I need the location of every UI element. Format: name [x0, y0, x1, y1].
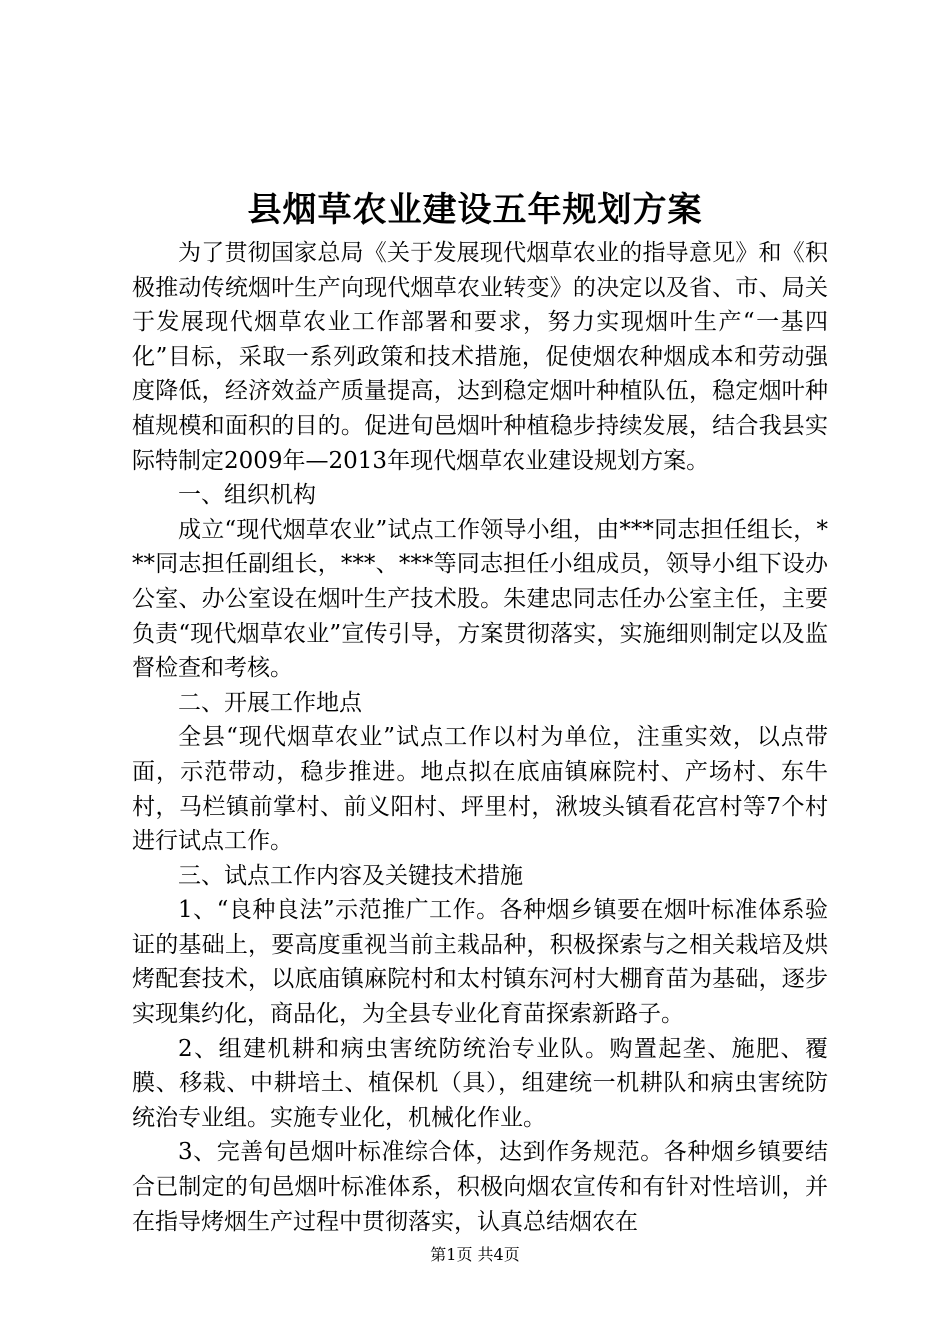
document-body: [132, 236, 828, 1239]
locations-paragraph: 全县“现代烟草农业”试点工作以村为单位，注重实效，以点带面，示范带动，稳步推进。地点拟在底庙镇麻院村、产场村、东牛村，马栏镇前掌村、前义阳村、坪里村，湫坡头镇看花宫村等7个村进行试点工作。: [132, 724, 828, 855]
section-heading-organization: 一、组织机构: [178, 482, 316, 509]
page-number-footer: 第1页 共4页: [430, 1245, 520, 1264]
measure-item-1: 1、“良种良法”示范推广工作。各种烟乡镇要在烟叶标准体系验证的基础上，要高度重视当前主栽品种，积极探索与之相关栽培及烘烤配套技术，以底庙镇麻院村和太村镇东河村大棚育苗为基础，逐步实现集约化，商品化，为全县专业化育苗探索新路子。: [132, 897, 828, 1028]
organization-paragraph: 成立“现代烟草农业”试点工作领导小组，由***同志担任组长，***同志担任副组长，***、***等同志担任小组成员，领导小组下设办公室、办公室设在烟叶生产技术股。朱建忠同志任办公室主任，主要负责“现代烟草农业”宣传引导，方案贯彻落实，实施细则制定以及监督检查和考核。: [132, 516, 828, 682]
measure-item-3: 3、完善旬邑烟叶标准综合体，达到作务规范。各种烟乡镇要结合已制定的旬邑烟叶标准体系，积极向烟农宣传和有针对性培训，并在指导烤烟生产过程中贯彻落实，认真总结烟农在: [132, 1139, 828, 1235]
document-title: 县烟草农业建设五年规划方案: [247, 190, 703, 230]
intro-paragraph: 为了贯彻国家总局《关于发展现代烟草农业的指导意见》和《积极推动传统烟叶生产向现代烟草农业转变》的决定以及省、市、局关于发展现代烟草农业工作部署和要求，努力实现烟叶生产“一基四化”目标，采取一系列政策和技术措施，促使烟农种烟成本和劳动强度降低，经济效益产质量提高，达到稳定烟叶种植队伍，稳定烟叶种植规模和面积的目的。促进旬邑烟叶种植稳步持续发展，结合我县实际特制定2009年—2013年现代烟草农业建设规划方案。: [132, 240, 828, 474]
section-heading-locations: 二、开展工作地点: [178, 689, 362, 716]
section-heading-measures: 三、试点工作内容及关键技术措施: [178, 862, 523, 889]
measure-item-2: 2、组建机耕和病虫害统防统治专业队。购置起垄、施肥、覆膜、移栽、中耕培土、植保机（具），组建统一机耕队和病虫害统防统治专业组。实施专业化，机械化作业。: [132, 1035, 828, 1131]
